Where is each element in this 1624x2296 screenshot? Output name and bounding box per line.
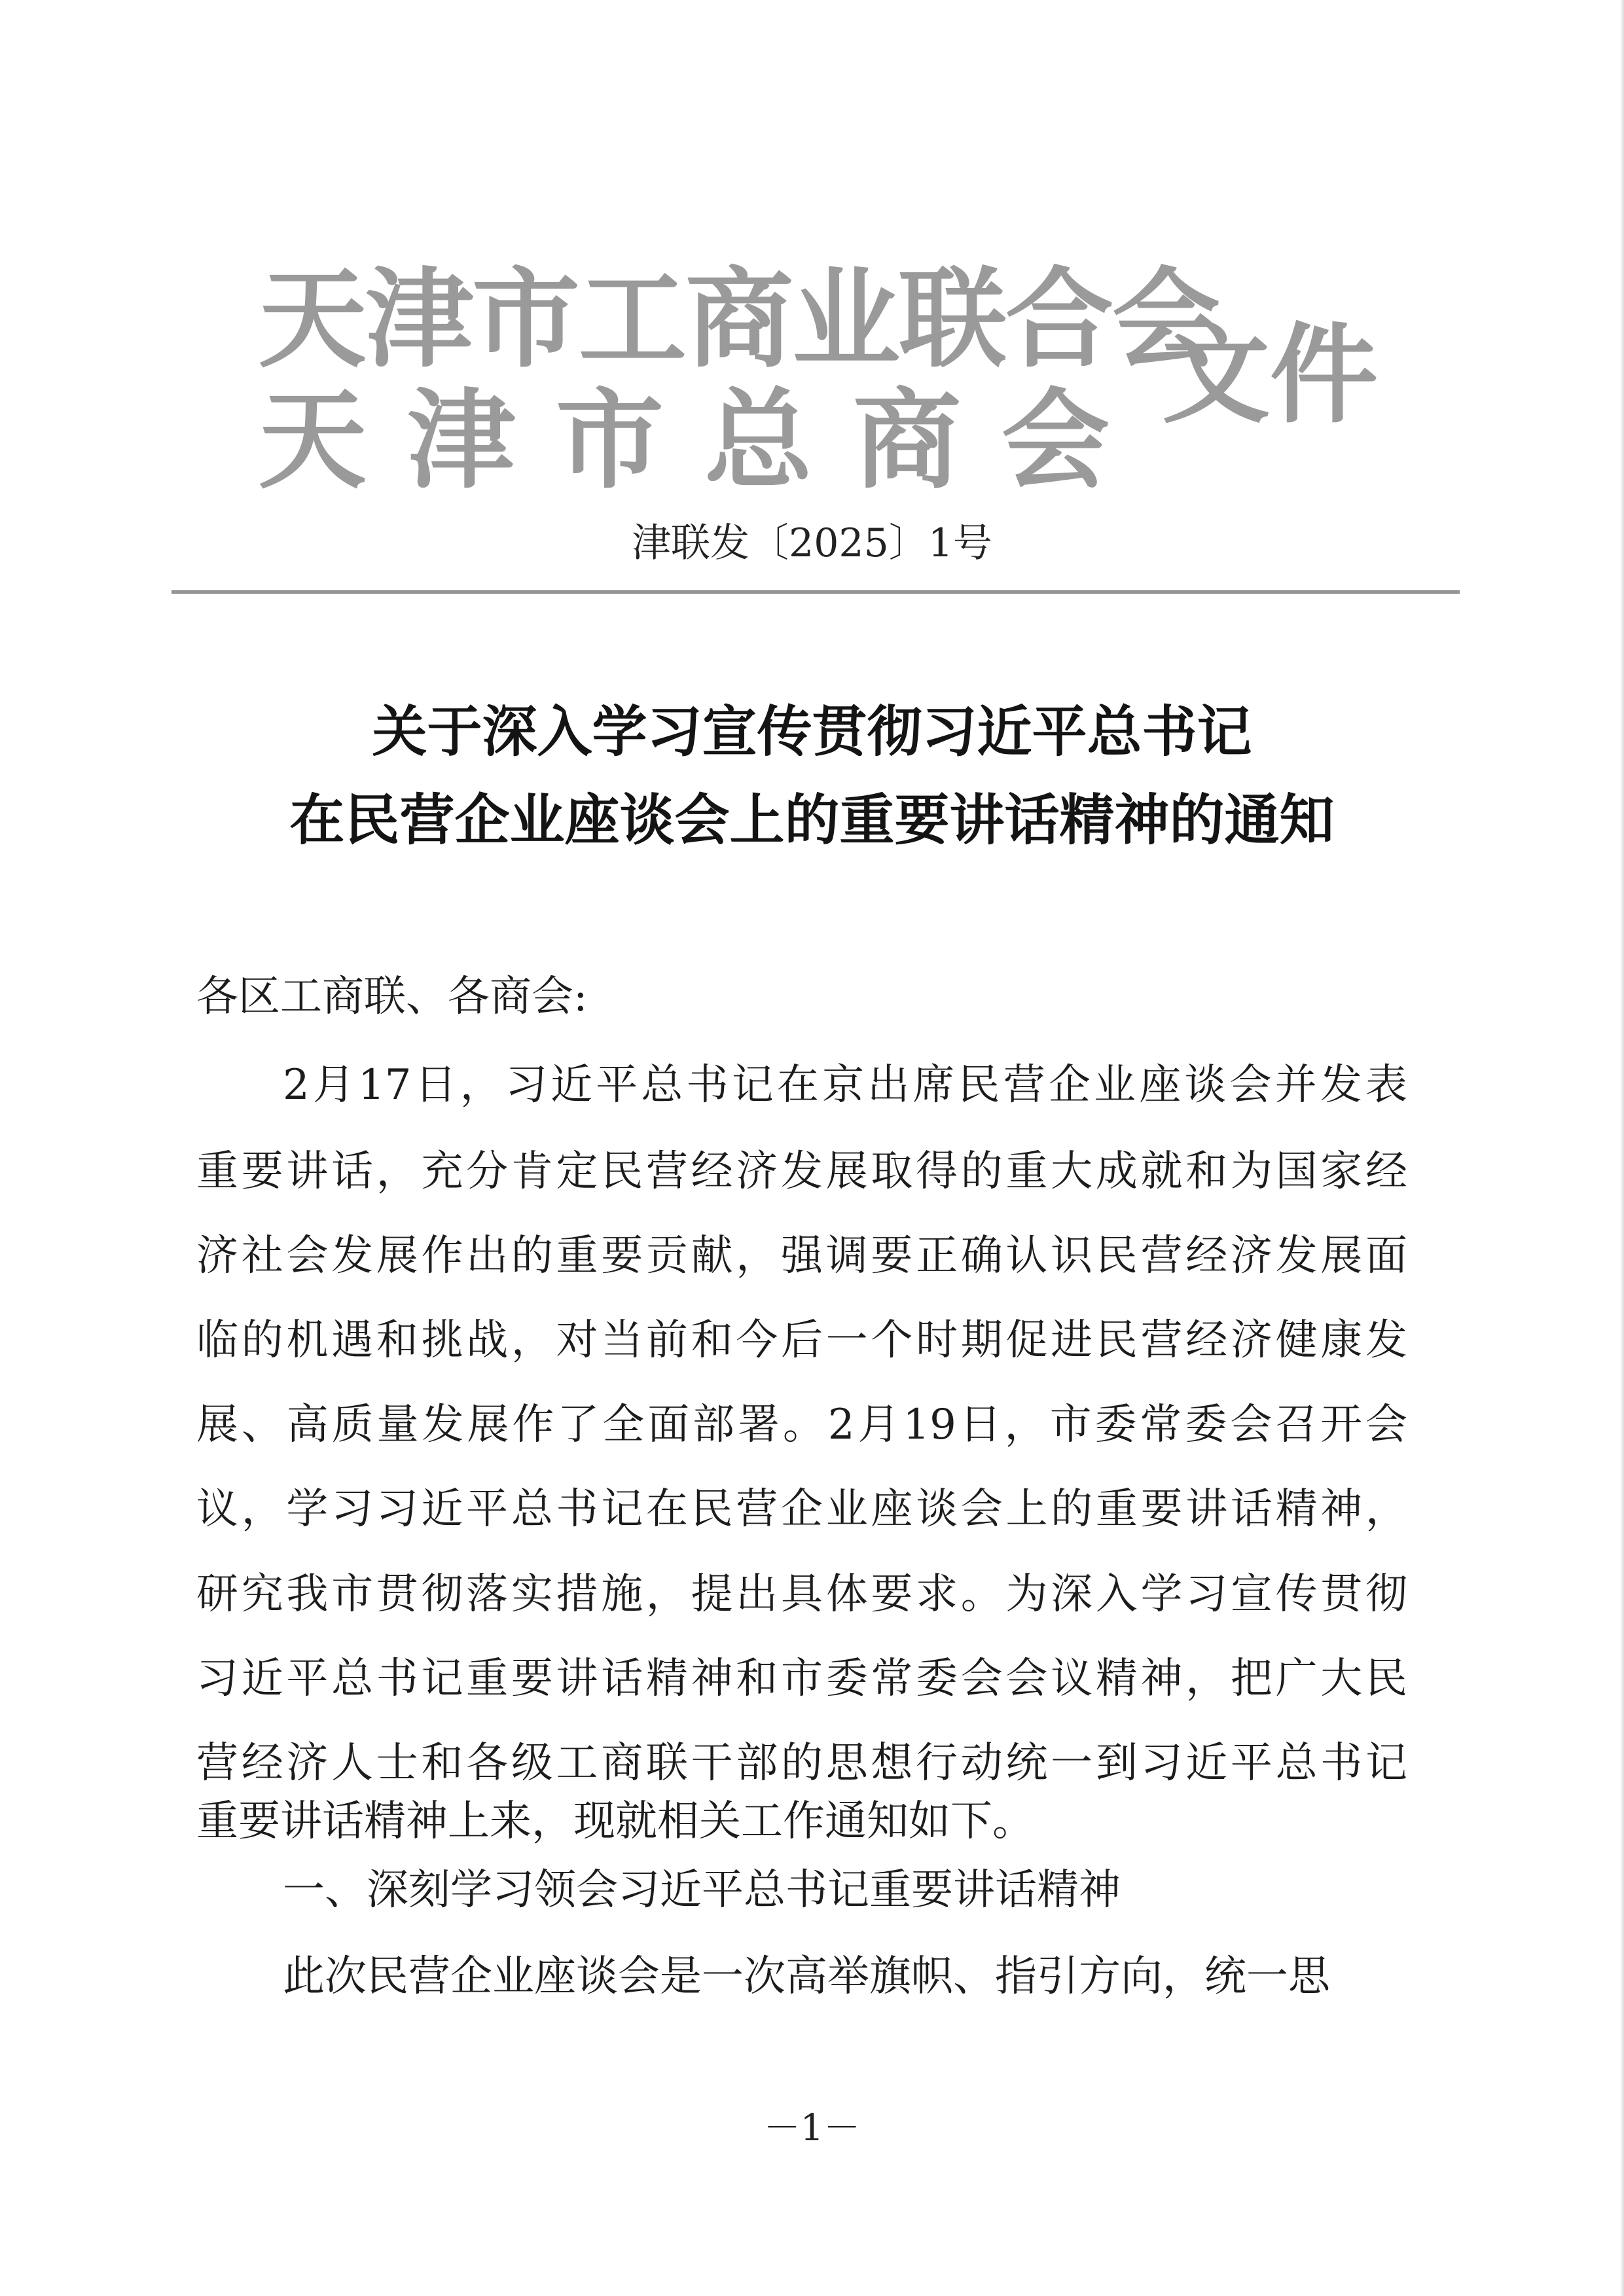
paragraph-line: 此次民营企业座谈会是一次高举旗帜、指引方向，统一思 [283, 1952, 1330, 2001]
document-title-line-2: 在民营企业座谈会上的重要讲话精神的通知 [289, 787, 1335, 852]
paragraph-line: 重要讲话，充分肯定民营经济发展取得的重大成就和为国家经 [196, 1147, 1407, 1196]
paragraph-line: 2月17日，习近平总书记在京出席民营企业座谈会并发表 [283, 1061, 1407, 1109]
paragraph-line: 议，学习习近平总书记在民营企业座谈会上的重要讲话精神， [196, 1485, 1407, 1534]
paragraph-line: 重要讲话精神上来，现就相关工作通知如下。 [196, 1797, 1034, 1846]
header-divider [171, 590, 1460, 594]
document-number: 津联发〔2025〕1号 [632, 520, 992, 566]
issuer-name-chamber: 天津市总商会 [259, 376, 1150, 503]
document-title-line-1: 关于深入学习宣传贯彻习近平总书记 [372, 699, 1252, 764]
addressee: 各区工商联、各商会: [196, 973, 588, 1021]
paragraph-line: 习近平总书记重要讲话精神和市委常委会会议精神，把广大民 [196, 1655, 1407, 1703]
paragraph-line: 营经济人士和各级工商联干部的思想行动统一到习近平总书记 [196, 1739, 1407, 1787]
paragraph-line: 展、高质量发展作了全面部署。2月19日，市委常委会召开会 [196, 1401, 1407, 1449]
scan-edge [1620, 0, 1624, 2296]
document-type-label: 文件 [1162, 311, 1378, 438]
paragraph-line: 济社会发展作出的重要贡献，强调要正确认识民营经济发展面 [196, 1232, 1407, 1280]
paragraph-line: 研究我市贯彻落实措施，提出具体要求。为深入学习宣传贯彻 [196, 1570, 1407, 1619]
issuer-name-federation: 天津市工商业联合会 [259, 255, 1219, 382]
paragraph-line: 临的机遇和挑战，对当前和今后一个时期促进民营经济健康发 [196, 1316, 1407, 1365]
section-heading: 一、深刻学习领会习近平总书记重要讲话精神 [283, 1866, 1121, 1914]
page-number: －1－ [763, 2107, 861, 2149]
